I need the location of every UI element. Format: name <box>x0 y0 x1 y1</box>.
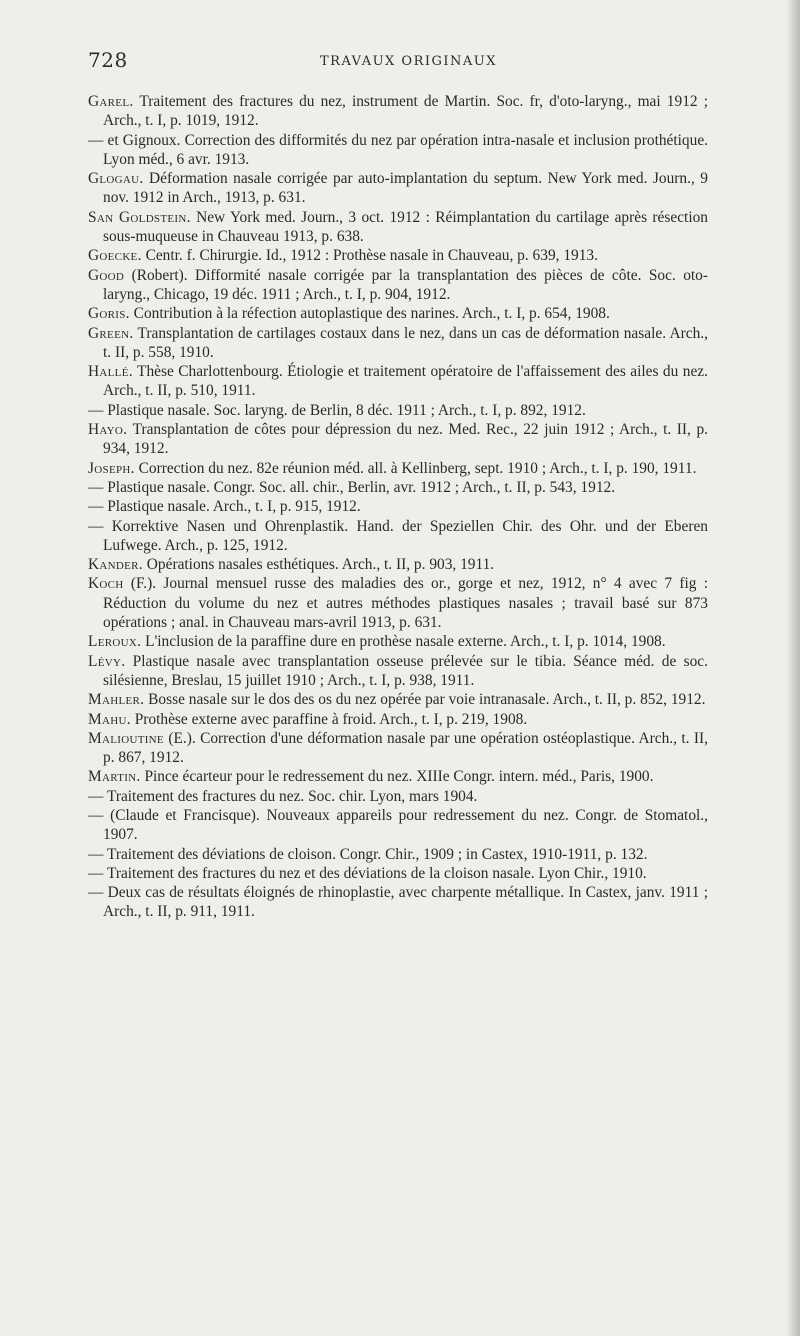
entry-text: — Traitement des fractures du nez. Soc. chir. Lyon, mars 1904. <box>88 787 478 805</box>
bibliography-entry <box>88 574 708 632</box>
entry-author: Malioutine <box>88 729 164 747</box>
entry-text: Transplantation de cartilages costaux dans le nez, dans un cas de déformation nasale. Arch., t. II, p. 558, 1910. <box>103 324 708 361</box>
entry-text: — Plastique nasale. Arch., t. I, p. 915, 1912. <box>88 498 361 516</box>
bibliography-entry <box>88 652 708 691</box>
entry-author: Hayo. <box>88 421 128 439</box>
entry-text: Traitement des fractures du nez, instrument de Martin. Soc. fr, d'oto-laryng., mai 1912 ; Arch., t. I, p. 1019, 1912. <box>103 93 708 130</box>
entry-text: Prothèse externe avec paraffine à froid. Arch., t. I, p. 219, 1908. <box>130 710 528 728</box>
entry-text: — (Claude et Francisque). Nouveaux appareils pour redressement du nez. Congr. de Stomatol., 1907. <box>88 806 708 844</box>
entry-text: — Traitement des déviations de cloison. Congr. Chir., 1909 ; in Castex, 1910-1911, p. 132. <box>88 845 648 863</box>
page-edge-shadow <box>786 0 800 1336</box>
entry-text: — Deux cas de résultats éloignés de rhinoplastie, avec charpente métallique. In Castex, janv. 1911 ; Arch., t. II, p. 911, 1911. <box>88 884 708 921</box>
entry-text: (F.). Journal mensuel russe des maladies des or., gorge et nez, 1912, n° 4 avec 7 fig : Réduction du volume du nez et autres méthodes plastiques nasales ; travail basé sur 873 opérations ; anal. in Chauveau mars-avril 1913, p. 631. <box>103 575 708 632</box>
bibliography-entry <box>88 362 708 401</box>
entry-author: Goecke. <box>88 247 142 265</box>
entry-author: Joseph. <box>88 459 135 477</box>
page-header <box>88 48 705 76</box>
entry-author: Hallé. <box>88 363 133 381</box>
entry-author: Kander. <box>88 556 143 574</box>
entry-text: Thèse Charlottenbourg. Étiologie et traitement opératoire de l'affaissement des ailes du nez. Arch., t. II, p. 510, 1911. <box>103 363 708 400</box>
entry-text: (E.). Correction d'une déformation nasale par une opération ostéoplastique. Arch., t. II, p. 867, 1912. <box>103 729 708 767</box>
bibliography-list <box>88 92 708 922</box>
bibliography-entry <box>88 555 708 574</box>
entry-author: Garel. <box>88 93 134 110</box>
bibliography-entry <box>88 169 708 208</box>
entry-text: Contribution à la réfection autoplastique des narines. Arch., t. I, p. 654, 1908. <box>129 305 610 323</box>
entry-text: Plastique nasale avec transplantation osseuse prélevée sur le tibia. Séance méd. de soc. silésienne, Breslau, 15 juillet 1910 ; Arch., t. I, p. 938, 1911. <box>103 652 708 689</box>
entry-text: Opérations nasales esthétiques. Arch., t. II, p. 903, 1911. <box>142 556 495 574</box>
bibliography-entry <box>88 92 708 131</box>
entry-text: Correction du nez. 82e réunion méd. all. à Kellinberg, sept. 1910 ; Arch., t. I, p. 190, 1911. <box>134 459 697 477</box>
entry-author: Koch <box>88 575 124 593</box>
bibliography-entry <box>88 131 708 170</box>
entry-text: — et Gignoux. Correction des difformités du nez par opération intra-nasale et inclusion prothétique. Lyon méd., 6 avr. 1913. <box>88 131 708 168</box>
running-title: TRAVAUX ORIGINAUX <box>319 54 497 69</box>
bibliography-entry <box>88 459 708 478</box>
entry-text: Bosse nasale sur le dos des os du nez opérée par voie intranasale. Arch., t. II, p. 852, 1912. <box>144 691 706 709</box>
entry-author: Green. <box>88 324 134 342</box>
entry-text: New York med. Journ., 3 oct. 1912 : Réimplantation du cartilage après résection sous-muqueuse in Chauveau 1913, p. 638. <box>103 208 708 246</box>
bibliography-entry <box>88 845 708 864</box>
bibliography-entry <box>88 401 708 420</box>
bibliography-entry <box>88 787 708 806</box>
bibliography-entry <box>88 883 708 922</box>
bibliography-entry <box>88 767 708 786</box>
entry-text: — Traitement des fractures du nez et des déviations de la cloison nasale. Lyon Chir., 1910. <box>88 864 647 882</box>
bibliography-entry <box>88 208 708 247</box>
entry-author: San Goldstein. <box>88 208 191 226</box>
entry-text: — Korrektive Nasen und Ohrenplastik. Hand. der Speziellen Chir. des Ohr. und der Eberen Lufwege. Arch., p. 125, 1912. <box>88 517 708 554</box>
entry-text: Transplantation de côtes pour dépression du nez. Med. Rec., 22 juin 1912 ; Arch., t. II, p. 934, 1912. <box>103 421 708 458</box>
entry-author: Lévy. <box>88 652 126 670</box>
entry-author: Good <box>88 266 125 284</box>
bibliography-entry <box>88 478 708 497</box>
bibliography-entry <box>88 806 708 845</box>
bibliography-entry <box>88 497 708 516</box>
entry-text: L'inclusion de la paraffine dure en prothèse nasale externe. Arch., t. I, p. 1014, 1908. <box>141 633 666 651</box>
entry-author: Leroux. <box>88 633 142 651</box>
bibliography-entry <box>88 266 708 305</box>
bibliography-entry <box>88 710 708 729</box>
bibliography-entry <box>88 632 708 651</box>
entry-text: Déformation nasale corrigée par auto-implantation du septum. New York med. Journ., 9 nov. 1912 in Arch., 1913, p. 631. <box>103 170 708 207</box>
entry-text: — Plastique nasale. Congr. Soc. all. chir., Berlin, avr. 1912 ; Arch., t. II, p. 543, 1912. <box>88 478 616 496</box>
bibliography-entry <box>88 517 708 556</box>
entry-text: (Robert). Difformité nasale corrigée par la transplantation des pièces de côte. Soc. oto-laryng., Chicago, 19 déc. 1911 ; Arch., t. I, p. 904, 1912. <box>103 266 708 303</box>
bibliography-entry <box>88 324 708 363</box>
entry-author: Goris. <box>88 305 130 323</box>
entry-text: Pince écarteur pour le redressement du nez. XIIIe Congr. intern. méd., Paris, 1900. <box>140 768 654 786</box>
page-number: 728 <box>88 48 128 72</box>
entry-author: Mahu. <box>88 710 131 728</box>
bibliography-entry <box>88 246 708 265</box>
bibliography-entry <box>88 304 708 323</box>
entry-text: — Plastique nasale. Soc. laryng. de Berlin, 8 déc. 1911 ; Arch., t. I, p. 892, 1912. <box>88 401 586 419</box>
entry-author: Martin. <box>88 768 141 786</box>
bibliography-entry <box>88 864 708 883</box>
bibliography-entry <box>88 729 708 768</box>
entry-author: Mahler. <box>88 691 145 709</box>
entry-author: Glogau. <box>88 170 144 188</box>
bibliography-entry <box>88 420 708 459</box>
bibliography-entry <box>88 690 708 709</box>
entry-text: Centr. f. Chirurgie. Id., 1912 : Prothèse nasale in Chauveau, p. 639, 1913. <box>141 247 598 265</box>
